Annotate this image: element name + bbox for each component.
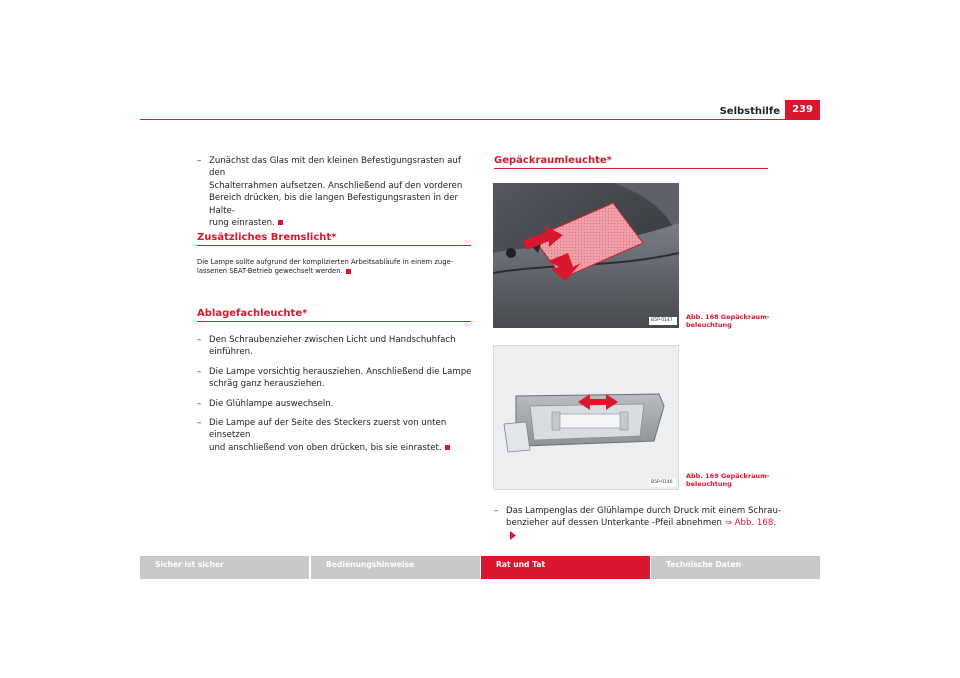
- heading-rule: [197, 245, 471, 246]
- luggage-light-heading: Gepäckraumleuchte*: [494, 155, 612, 166]
- continue-arrow-icon: [509, 531, 517, 540]
- intro-line-2: Schalterrahmen aufsetzen. Anschließend auf den vorderen: [209, 180, 463, 191]
- luggage-step-period: .: [773, 518, 777, 529]
- list-dash: –: [197, 418, 202, 428]
- storage-light-heading: Ablagefachleuchte*: [197, 308, 308, 319]
- figure-2-caption: [686, 472, 770, 489]
- header-rule: [140, 119, 820, 120]
- luggage-step-line-2: benzieher auf dessen Unterkante -Pfeil abnehmen: [506, 518, 725, 529]
- step-4-line-1: Die Lampe auf der Seite des Steckers zuerst von unten einsetzen: [209, 418, 447, 441]
- list-dash: –: [197, 335, 202, 345]
- running-header-title: Selbsthilfe: [719, 106, 780, 117]
- intro-line-1: Zunächst das Glas mit den kleinen Befestigungsrasten auf den: [209, 156, 461, 179]
- list-item: [197, 366, 477, 392]
- step-2-line-2: schräg ganz herausziehen.: [209, 379, 325, 390]
- tab-label: Bedienungshinweise: [326, 560, 415, 569]
- tab-label: Rat und Tat: [496, 560, 546, 569]
- heading-rule: [197, 321, 471, 322]
- figure-luggage-light-photo: [493, 183, 679, 328]
- tab-rat-und-tat[interactable]: [481, 556, 650, 579]
- figure-1-code: B5P-0147: [651, 318, 673, 323]
- end-mark-icon: [445, 445, 450, 450]
- list-dash: –: [197, 399, 202, 409]
- heading-rule: [494, 168, 768, 169]
- intro-line-3: Bereich drücken, bis die langen Befestigungsrasten in der Halte-: [209, 193, 459, 216]
- list-dash: –: [494, 506, 499, 516]
- intro-line-4: rung einrasten.: [209, 218, 275, 229]
- brake-note-line-1: Die Lampe sollte aufgrund der komplizierten Arbeitsabläufe in einem zuge-: [197, 258, 454, 266]
- list-item: [197, 417, 487, 453]
- figure-2-caption-line-2: beleuchtung: [686, 480, 732, 489]
- list-item: [197, 398, 477, 411]
- step-1-line-1: Den Schraubenzieher zwischen Licht und Handschuhfach: [209, 335, 456, 345]
- figure-1-caption: [686, 313, 770, 330]
- figure-1-caption-line-1: Abb. 168 Gepäckraum-: [686, 313, 770, 321]
- step-2-line-1: Die Lampe vorsichtig herausziehen. Anschließend die Lampe: [209, 367, 472, 377]
- brake-note-line-2: lassenen SEAT-Betrieb gewechselt werden.: [197, 267, 343, 276]
- figure-reference-link[interactable]: ⇒ Abb. 168: [724, 518, 774, 529]
- list-dash: –: [197, 367, 202, 377]
- tab-sicher-ist-sicher[interactable]: [140, 556, 309, 579]
- list-dash: –: [197, 156, 202, 166]
- figure-1-caption-line-2: beleuchtung: [686, 321, 732, 330]
- brake-light-note: [197, 258, 477, 277]
- figure-1-illustration: [493, 183, 679, 328]
- figure-lamp-assembly-drawing: [493, 345, 679, 490]
- end-mark-icon: [346, 269, 351, 274]
- luggage-step-line-1: Das Lampenglas der Glühlampe durch Druck mit einem Schrau-: [506, 506, 781, 516]
- figure-2-code: B5P-0146: [651, 480, 673, 485]
- brake-light-heading: Zusätzliches Bremslicht*: [197, 232, 337, 243]
- tab-label: Sicher ist sicher: [155, 560, 224, 569]
- intro-step: [197, 155, 477, 229]
- tab-bedienungshinweise[interactable]: [311, 556, 480, 579]
- end-mark-icon: [278, 220, 283, 225]
- step-3-line-1: Die Glühlampe auswechseln.: [209, 399, 334, 409]
- step-4-line-2: und anschließend von oben drücken, bis sie einrastet.: [209, 442, 442, 453]
- figure-2-caption-line-1: Abb. 169 Gepäckraum-: [686, 472, 770, 480]
- luggage-light-step: [494, 505, 784, 531]
- list-item: [197, 334, 477, 360]
- figure-2-illustration: [494, 346, 678, 489]
- tab-label: Technische Daten: [666, 560, 742, 569]
- step-1-line-2: einführen.: [209, 347, 253, 358]
- page-number: 239: [785, 100, 820, 119]
- tab-technische-daten[interactable]: [651, 556, 820, 579]
